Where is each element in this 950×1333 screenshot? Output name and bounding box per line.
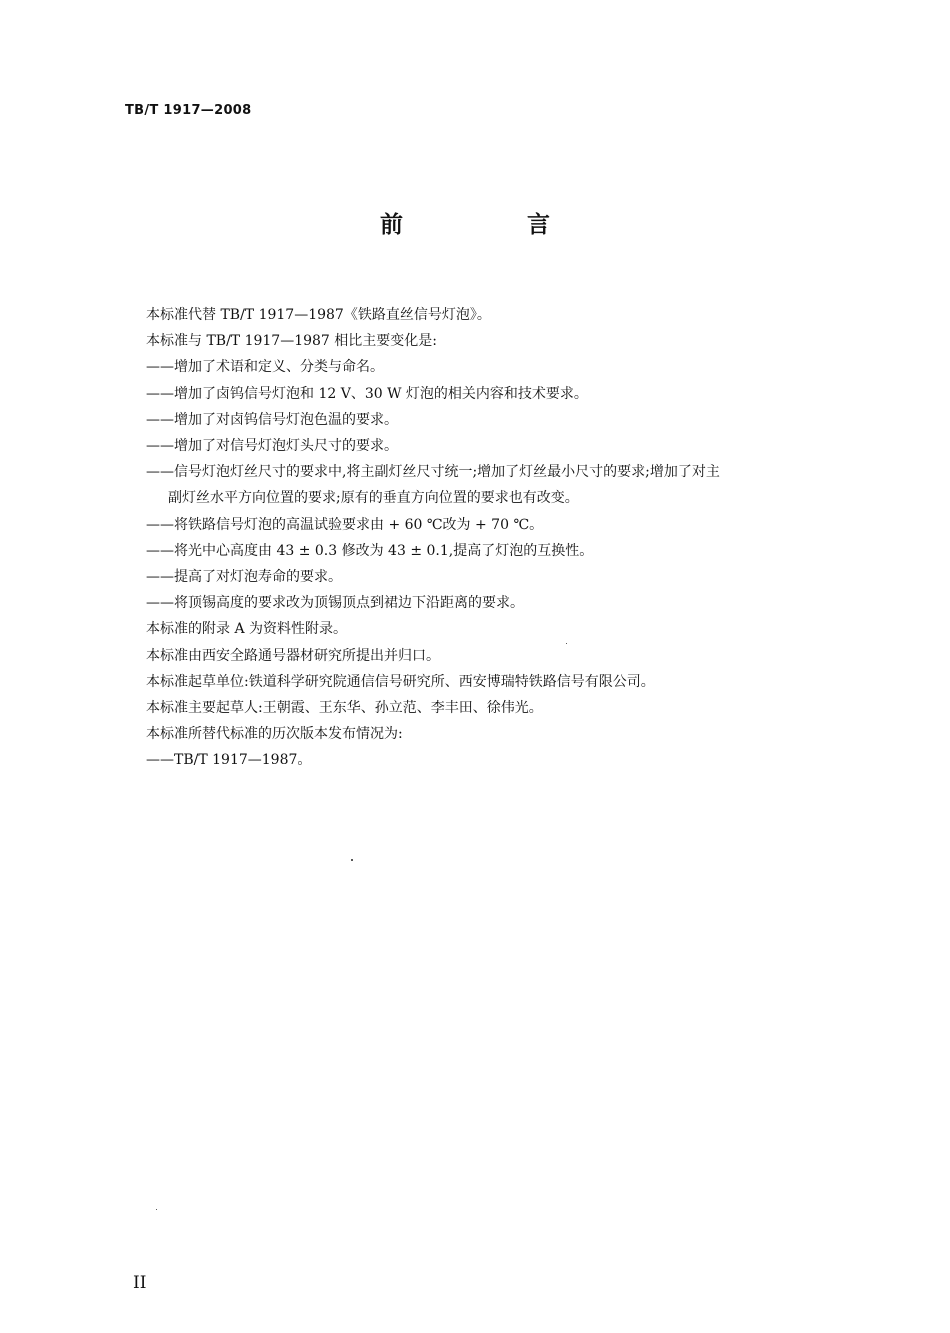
preface-body [146, 302, 891, 774]
scan-speck [351, 859, 353, 861]
paragraph-changes-intro: 本标准与 TB/T 1917—1987 相比主要变化是: [146, 333, 438, 350]
page-number: II [133, 1273, 147, 1293]
paragraph-drafters: 本标准主要起草人:王朝霞、王东华、孙立范、李丰田、徐伟光。 [146, 700, 543, 717]
change-item-solder-height: ——将顶锡高度的要求改为顶锡顶点到裙边下沿距离的要求。 [146, 595, 524, 612]
scan-speck [566, 643, 567, 644]
paragraph-previous-editions: 本标准所替代标准的历次版本发布情况为: [146, 726, 403, 743]
paragraph-proposed-by: 本标准由西安全路通号器材研究所提出并归口。 [146, 647, 440, 664]
change-item-light-center-height: ——将光中心高度由 43 ± 0.3 修改为 43 ± 0.1,提高了灯泡的互换性。 [146, 542, 594, 559]
change-item-filament-dimensions-continued: 副灯丝水平方向位置的要求;原有的垂直方向位置的要求也有改变。 [168, 490, 579, 507]
change-item-filament-dimensions: ——信号灯泡灯丝尺寸的要求中,将主副灯丝尺寸统一;增加了灯丝最小尺寸的要求;增加了对主 [146, 464, 720, 481]
change-item-high-temperature-test: ——将铁路信号灯泡的高温试验要求由 + 60 ℃改为 + 70 ℃。 [146, 516, 544, 533]
standard-code-header: TB/T 1917—2008 [125, 103, 252, 118]
scan-speck [156, 1209, 157, 1210]
change-item-halogen-lamp: ——增加了卤钨信号灯泡和 12 V、30 W 灯泡的相关内容和技术要求。 [146, 385, 588, 402]
change-item-lamp-life: ——提高了对灯泡寿命的要求。 [146, 569, 342, 586]
previous-edition-item: ——TB/T 1917—1987。 [146, 752, 312, 769]
paragraph-annex: 本标准的附录 A 为资料性附录。 [146, 621, 348, 638]
change-item-color-temperature: ——增加了对卤钨信号灯泡色温的要求。 [146, 411, 398, 428]
change-item-terms: ——增加了术语和定义、分类与命名。 [146, 359, 384, 376]
paragraph-replaces: 本标准代替 TB/T 1917—1987《铁路直丝信号灯泡》。 [146, 307, 491, 323]
paragraph-drafting-units: 本标准起草单位:铁道科学研究院通信信号研究所、西安博瑞特铁路信号有限公司。 [146, 673, 655, 690]
change-item-cap-dimensions: ——增加了对信号灯泡灯头尺寸的要求。 [146, 438, 398, 455]
page-title: 前 言 [379, 212, 608, 238]
